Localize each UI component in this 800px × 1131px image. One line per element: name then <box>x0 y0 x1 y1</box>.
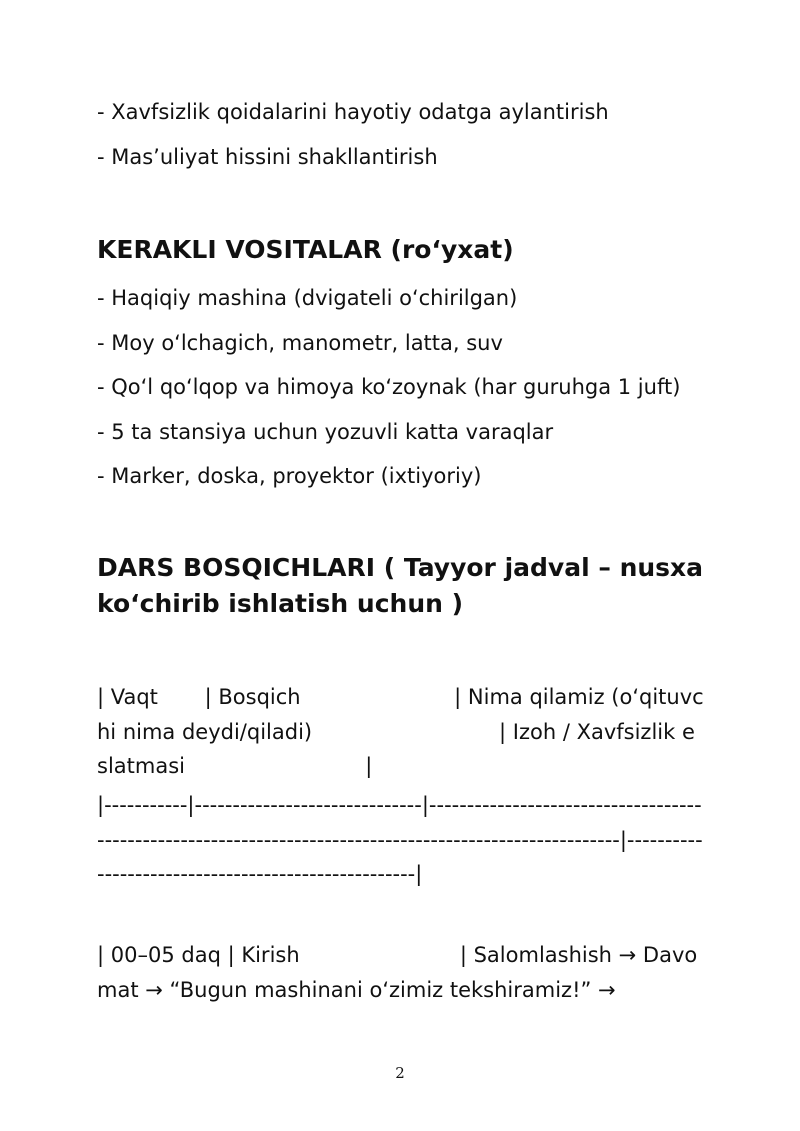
list-item: - Moy o‘lchagich, manometr, latta, suv <box>97 330 503 355</box>
table-header-row: | Vaqt | Bosqich | Nima qilamiz (o‘qituvchi nima deydi/qiladi) | Izoh / Xavfsizlik eslatmasi | <box>97 685 704 778</box>
list-item: - Marker, doska, proyektor (ixtiyoriy) <box>97 464 482 488</box>
list-item: - Haqiqiy mashina (dvigateli o‘chirilgan) <box>97 286 518 310</box>
list-item: - Mas’uliyat hissini shakllantirish <box>97 144 438 169</box>
list-item: - Qo‘l qo‘lqop va himoya ko‘zoynak (har guruhga 1 juft) <box>97 375 681 399</box>
table-row: | 00–05 daq | Kirish | Salomlashish → Davomat → “Bugun mashinani o‘zimiz tekshiramiz!” → <box>97 943 698 1002</box>
intro-list <box>97 90 705 179</box>
tools-heading: KERAKLI VOSITALAR (ro‘yxat) <box>97 235 514 264</box>
page-number: 2 <box>395 1064 405 1082</box>
list-item: - 5 ta stansiya uchun yozuvli katta varaqlar <box>97 419 554 444</box>
stages-heading: DARS BOSQICHLARI ( Tayyor jadval – nusxa ko‘chirib ishlatish uchun ) <box>97 553 704 618</box>
tools-list <box>97 276 705 499</box>
list-item: - Xavfsizlik qoidalarini hayotiy odatga aylantirish <box>97 100 609 124</box>
table-separator-row: |-----------|------------------------------|---------------------------------------------------------------------------------------------------------|----------------------------------------------------| <box>97 793 703 886</box>
